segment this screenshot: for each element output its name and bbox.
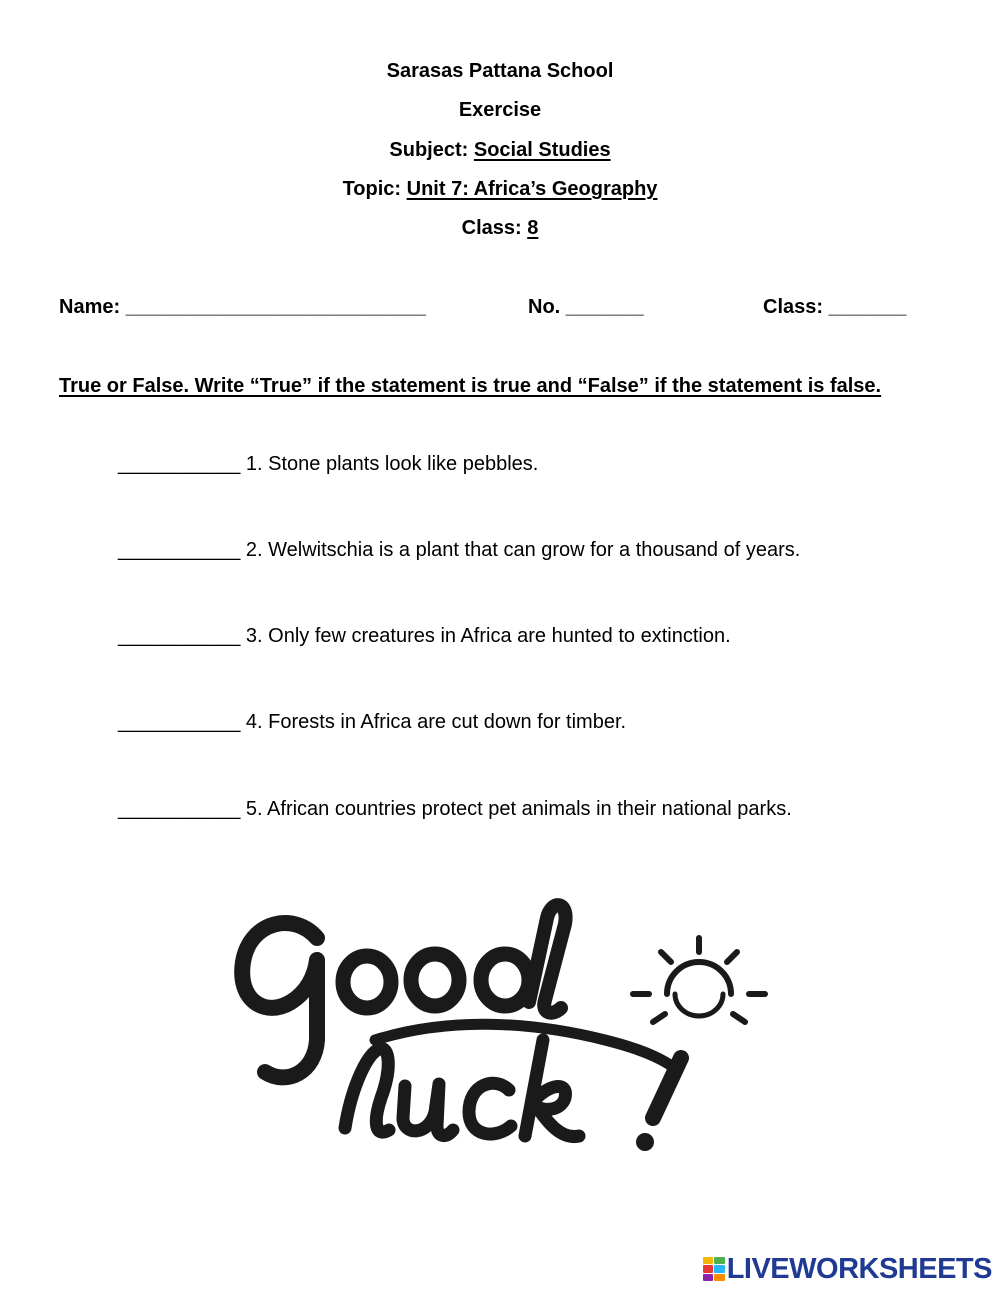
student-class-label: Class: (763, 296, 824, 318)
class-line (0, 216, 1000, 240)
number-blank[interactable]: _______ (565, 296, 644, 318)
name-field[interactable] (59, 295, 426, 319)
name-blank[interactable]: ___________________________ (125, 296, 427, 318)
question-text: 4. Forests in Africa are cut down for timber. (245, 711, 627, 733)
class-label: Class: (461, 217, 522, 239)
sun-icon (633, 938, 765, 1022)
question-row (118, 797, 792, 821)
topic-value: Unit 7: Africa’s Geography (406, 178, 658, 200)
good-luck-illustration (225, 890, 785, 1160)
question-text: 3. Only few creatures in Africa are hunted to extinction. (245, 625, 731, 647)
liveworksheets-logo[interactable] (703, 1252, 992, 1286)
student-class-field[interactable] (763, 295, 906, 319)
topic-line (0, 177, 1000, 201)
question-row (118, 538, 800, 562)
student-class-blank[interactable]: _______ (828, 296, 907, 318)
brand-text: LIVEWORKSHEETS (726, 1252, 992, 1285)
answer-blank[interactable]: ___________ (118, 798, 241, 820)
number-label: No. (528, 296, 561, 318)
class-value: 8 (527, 217, 539, 239)
question-text: 1. Stone plants look like pebbles. (245, 453, 539, 475)
answer-blank[interactable]: ___________ (118, 453, 241, 475)
subject-line (0, 138, 1000, 162)
number-field[interactable] (528, 295, 644, 319)
subject-label: Subject: (389, 139, 469, 161)
subject-value: Social Studies (473, 139, 611, 161)
name-label: Name: (59, 296, 121, 318)
topic-label: Topic: (342, 178, 402, 200)
question-text: 2. Welwitschia is a plant that can grow for a thousand of years. (245, 539, 801, 561)
logo-cube-icon (703, 1257, 725, 1281)
school-name: Sarasas Pattana School (386, 60, 614, 82)
question-row (118, 624, 731, 648)
answer-blank[interactable]: ___________ (118, 711, 241, 733)
question-row (118, 710, 626, 734)
question-text: 5. African countries protect pet animals in their national parks. (245, 798, 792, 820)
document-type: Exercise (458, 99, 542, 121)
answer-blank[interactable]: ___________ (118, 625, 241, 647)
question-row (118, 452, 538, 476)
instructions: True or False. Write “True” if the statement is true and “False” if the statement is false. (59, 375, 882, 397)
answer-blank[interactable]: ___________ (118, 539, 241, 561)
